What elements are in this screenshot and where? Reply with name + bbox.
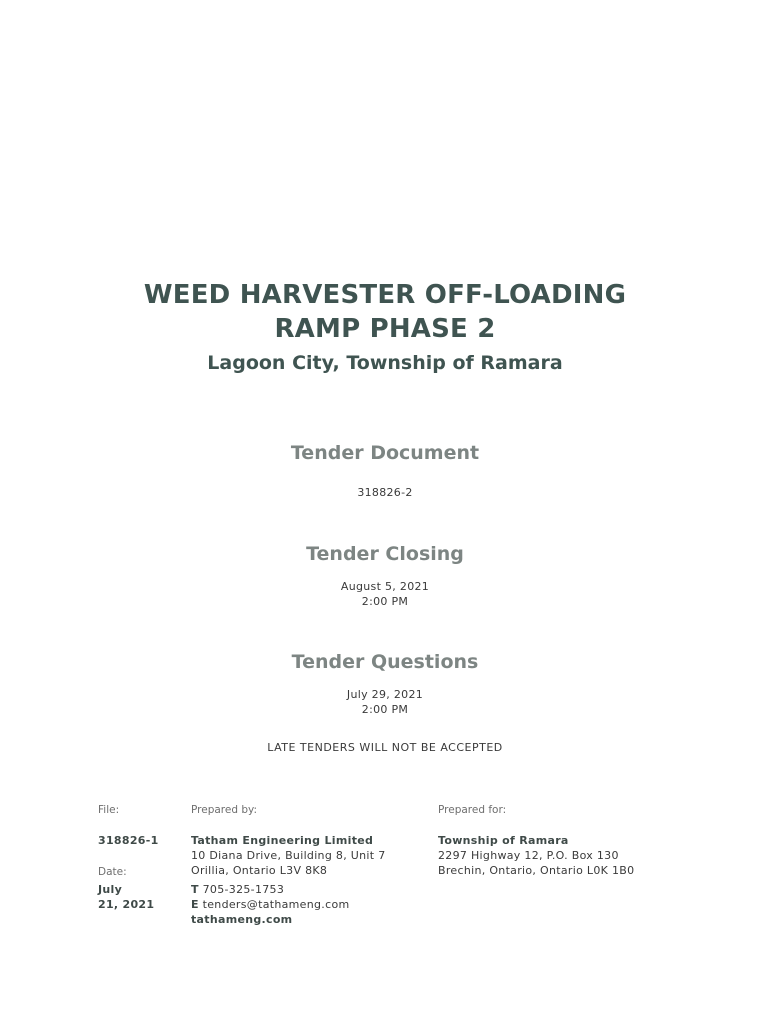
document-subtitle: Lagoon City, Township of Ramara	[207, 352, 563, 374]
phone-line	[191, 882, 350, 897]
tender-document-number: 318826-2	[357, 486, 413, 499]
prepared-by-block	[191, 833, 386, 878]
email-prefix: E	[191, 898, 199, 911]
tender-questions-time: 2:00 PM	[361, 703, 409, 716]
email-link[interactable]: tenders@tathameng.com	[202, 898, 350, 911]
prepared-for-address-1: 2297 Highway 12, P.O. Box 130	[438, 849, 619, 862]
title-line-2: RAMP PHASE 2	[274, 314, 496, 344]
tender-questions-heading: Tender Questions	[291, 651, 479, 673]
website-link[interactable]: tathameng.com	[191, 913, 293, 926]
tender-document-heading: Tender Document	[290, 442, 480, 464]
prepared-by-address-1: 10 Diana Drive, Building 8, Unit 7	[191, 849, 386, 862]
prepared-by-label: Prepared by:	[191, 804, 257, 816]
prepared-for-label: Prepared for:	[438, 804, 507, 816]
file-value: 318826-1	[98, 834, 159, 847]
prepared-for-address-2: Brechin, Ontario, Ontario L0K 1B0	[438, 864, 635, 877]
email-line	[191, 897, 350, 912]
date-line-1: July	[98, 883, 123, 896]
tender-questions-date: July 29, 2021	[346, 688, 424, 701]
file-label: File:	[98, 804, 120, 816]
date-label: Date:	[98, 866, 127, 878]
document-title	[0, 278, 770, 346]
tender-closing-time: 2:00 PM	[361, 595, 409, 608]
phone-number[interactable]: 705-325-1753	[202, 883, 285, 896]
late-tenders-notice: LATE TENDERS WILL NOT BE ACCEPTED	[267, 741, 503, 754]
phone-prefix: T	[191, 883, 199, 896]
tender-closing-heading: Tender Closing	[306, 543, 464, 565]
date-line-2: 21, 2021	[98, 898, 155, 911]
tender-closing-date: August 5, 2021	[340, 580, 430, 593]
prepared-by-contact	[191, 882, 350, 927]
prepared-by-name: Tatham Engineering Limited	[191, 834, 374, 847]
title-line-1: WEED HARVESTER OFF-LOADING	[143, 280, 627, 310]
prepared-for-name: Township of Ramara	[438, 834, 569, 847]
date-value	[98, 882, 154, 912]
prepared-for-block	[438, 833, 634, 878]
prepared-by-address-2: Orillia, Ontario L3V 8K8	[191, 864, 328, 877]
